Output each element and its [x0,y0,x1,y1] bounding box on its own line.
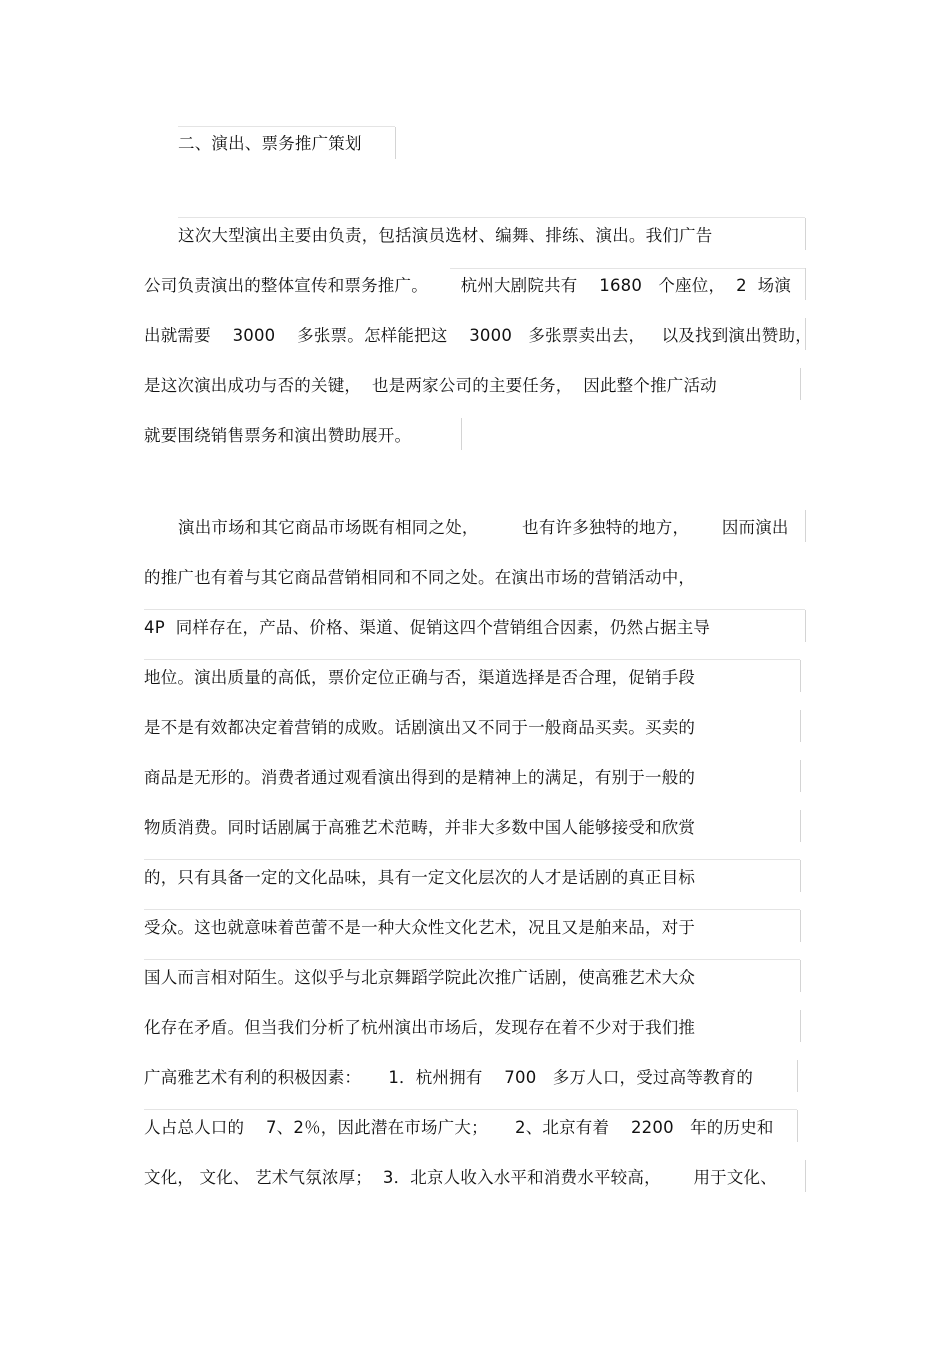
paragraph-line: 化存在矛盾。但当我们分析了杭州演出市场后，发现存在着不少对于我们推 [144,1018,696,1037]
line-edge-marker [800,760,801,792]
line-edge-marker [797,1110,798,1142]
paragraph-line: 的，只有具备一定的文化品味，具有一定文化层次的人才是话剧的真正目标 [144,868,696,887]
paragraph-line: 公司负责演出的整体宣传和票务推广。 杭州大剧院共有 1680 个座位， 2 场演 [144,276,792,295]
paragraph-line: 4P 同样存在，产品、价格、渠道、促销这四个营销组合因素，仍然占据主导 [144,618,711,637]
paragraph-line: 受众。这也就意味着芭蕾不是一种大众性文化艺术，况且又是舶来品，对于 [144,918,696,937]
paragraph-line: 广高雅艺术有利的积极因素： 1．杭州拥有 700 多万人口，受过高等教育的 [144,1068,754,1087]
line-edge-marker [805,218,806,250]
line-edge-marker [800,710,801,742]
line-edge-marker [805,318,806,350]
line-edge-marker [800,910,801,942]
line-edge-marker [805,268,806,300]
paragraph-line: 这次大型演出主要由负责，包括演员选材、编舞、排练、演出。我们广告 [178,226,713,245]
line-edge-marker [805,510,806,542]
paragraph-line: 是不是有效都决定着营销的成败。话剧演出又不同于一般商品买卖。买卖的 [144,718,696,737]
line-top-rule [144,609,805,610]
line-edge-marker [800,810,801,842]
line-edge-marker [797,1060,798,1092]
line-top-rule [450,268,805,269]
line-top-rule [144,659,800,660]
line-top-rule [144,959,800,960]
paragraph-line: 地位。演出质量的高低，票价定位正确与否，渠道选择是否合理，促销手段 [144,668,696,687]
paragraph-line: 人占总人口的 7、2％，因此潜在市场广大； 2、北京有着 2200 年的历史和 [144,1118,774,1137]
line-edge-marker [800,660,801,692]
line-edge-marker [805,610,806,642]
line-edge-marker [800,368,801,400]
paragraph-line: 国人而言相对陌生。这似乎与北京舞蹈学院此次推广话剧，使高雅艺术大众 [144,968,696,987]
line-edge-marker [800,1010,801,1042]
paragraph-line: 商品是无形的。消费者通过观看演出得到的是精神上的满足，有别于一般的 [144,768,696,787]
line-top-rule [144,1109,797,1110]
line-top-rule [144,909,800,910]
paragraph-line: 的推广也有着与其它商品营销相同和不同之处。在演出市场的营销活动中， [144,568,696,587]
paragraph-line: 文化， 文化、 艺术气氛浓厚； 3．北京人收入水平和消费水平较高， 用于文化、 [144,1168,777,1187]
paragraph-line: 就要围绕销售票务和演出赞助展开。 [144,426,412,445]
line-edge-marker [461,418,462,450]
line-top-rule [178,217,805,218]
section-heading: 二、演出、票务推广策划 [178,134,362,153]
line-edge-marker [800,960,801,992]
paragraph-line: 是这次演出成功与否的关键， 也是两家公司的主要任务， 因此整个推广活动 [144,376,717,395]
heading-edge-marker [395,127,396,159]
paragraph-line: 物质消费。同时话剧属于高雅艺术范畴，并非大多数中国人能够接受和欣赏 [144,818,696,837]
heading-top-rule [178,126,395,127]
line-edge-marker [800,860,801,892]
paragraph-line: 演出市场和其它商品市场既有相同之处， 也有许多独特的地方， 因而演出 [178,518,789,537]
line-edge-marker [805,1160,806,1192]
paragraph-line: 出就需要 3000 多张票。怎样能把这 3000 多张票卖出去， 以及找到演出赞助， [144,326,812,345]
line-top-rule [144,859,800,860]
